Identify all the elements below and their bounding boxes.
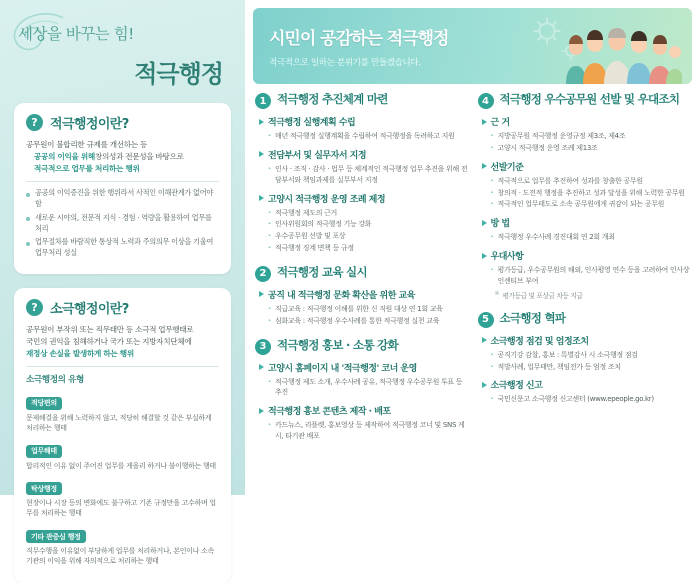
passive-type-4-label: 기타 관중심 행정 [26, 530, 86, 543]
banner-title: 시민이 공감하는 적극행정 [269, 29, 449, 49]
section-1-number: 1 [255, 93, 271, 109]
card1-body [26, 139, 219, 174]
section-4-item-1 [478, 115, 693, 154]
card2-line2: 국민의 권익을 침해하거나 국가 또는 지방자치단체에 [26, 336, 192, 346]
section-1-item-2 [255, 148, 470, 186]
list-item: · 인사 · 조직 · 감사 · 법무 등 체계적인 적극행정 업무 추진을 위해 전담부서와 책임과제를 실무부서 지정 [268, 164, 470, 186]
arrow-icon [259, 291, 264, 297]
list-item: · 매년 적극행정 실행계획을 수립하여 적극행정을 독려하고 지원 [268, 131, 470, 142]
section-5-number: 5 [478, 312, 494, 328]
card2-divider [26, 366, 219, 367]
question-mark-icon: ? [26, 114, 43, 131]
section-3-title: 적극행정 홍보 · 소통 강화 [277, 337, 398, 352]
left-title-main: 적극행정 [134, 60, 223, 88]
passive-type-2 [26, 438, 219, 471]
list-item: · 고양시 적극행정 운영 조례 제13조 [491, 143, 693, 154]
item-title: 공직 내 적극행정 문화 확산을 위한 교육 [268, 290, 415, 301]
arrow-icon [259, 195, 264, 201]
people-icon [562, 28, 682, 84]
card1-title: 적극행정이란? [50, 117, 129, 132]
card-active-administration [14, 103, 231, 274]
card1-divider [26, 181, 219, 182]
passive-type-1-text: 문제해결을 위해 노력하지 않고, 적당히 해결할 것 같은 부실하게 처리하는 행태 [26, 413, 212, 433]
left-panel [0, 0, 245, 566]
section-3 [255, 338, 470, 442]
section-1-head [255, 92, 470, 109]
list-item: · 직급교육 : 적극행정 이해를 위한 신 직원 대상 연 1회 교육 [268, 304, 470, 315]
section-4-head [478, 92, 693, 109]
card1-line1: 공무원이 불합리한 규제를 개선하는 등 [26, 140, 148, 149]
section-3-item-2 [255, 404, 470, 442]
list-item[interactable]: · 국민신문고 소극행정 신고센터 (www.epeople.go.kr) [491, 394, 693, 405]
list-item: · 평가등급, 우수공무원의 해외, 인사평영 연수 등을 고려하여 인사상 인센티브 부여 [491, 265, 693, 287]
item-title: 고양시 적극행정 운영 조례 제정 [268, 194, 386, 205]
arrow-icon [482, 382, 487, 388]
item-title: 근 거 [490, 118, 510, 128]
left-header [0, 0, 245, 89]
section-2-item-1 [255, 288, 470, 327]
section-3-head [255, 338, 470, 355]
card1-line3: 적극적으로 업무를 처리하는 행위 [34, 163, 140, 173]
section-4-item-4 [478, 249, 693, 300]
section-5 [478, 311, 693, 406]
arrow-icon [259, 119, 264, 125]
card1-head [26, 113, 219, 132]
list-item: · 창의적 · 도전적 행정을 추진하고 성과 달성을 위해 노력한 공무원 [491, 188, 693, 199]
list-item: · 적발사례, 업무태만, 책임전가 등 엄정 조치 [491, 362, 693, 373]
card1-line2a: 공공의 이익을 위해 [34, 151, 95, 161]
arrow-icon [259, 408, 264, 414]
list-item: · 적극적으로 업무를 추진하여 성과를 창출한 공무원 [491, 176, 693, 187]
item-title: 전담부서 및 실무자서 지정 [268, 150, 367, 161]
list-item: · 적극적인 업무태도로 소속 공무원에게 귀감이 되는 공무원 [491, 199, 693, 210]
card2-types-title: 소극행정의 유형 [26, 375, 84, 386]
list-item: · 우수공무원 선발 및 포상 [268, 231, 470, 242]
section-2-title: 적극행정 교육 실시 [277, 264, 367, 279]
arrow-icon [259, 151, 264, 157]
list-item: · 카드뉴스, 리플렛, 홍보영상 등 제작하여 적극행정 코너 및 SNS 게시, 타기관 배포 [268, 420, 470, 442]
passive-type-2-text: 합리적인 이유 없이 주어진 업무를 게을리 하거나 불이행하는 행태 [26, 461, 216, 470]
left-title-sub: 세상을 바꾸는 힘! [18, 25, 134, 43]
section-3-item-1 [255, 361, 470, 399]
section-4-item-2 [478, 160, 693, 211]
list-item: · 심화교육 : 적극행정 우수사례를 통한 적극행정 실천 교육 [268, 316, 470, 327]
arrow-icon [259, 364, 264, 370]
item-title: 소극행정 신고 [490, 381, 543, 392]
card-passive-administration [14, 288, 231, 583]
arrow-icon [482, 119, 487, 125]
section-2-head [255, 265, 470, 282]
card1-bullets [26, 188, 219, 259]
list-item: 공공의 이익증진을 위한 행위라서 사적인 이해관계가 없어야 함 [26, 188, 219, 210]
column-right [478, 92, 693, 453]
list-item: · 적극행정 제도의 근거 [268, 208, 470, 219]
passive-type-4 [26, 524, 219, 567]
item-title: 방 법 [490, 219, 510, 230]
passive-type-2-label: 업무해태 [26, 445, 62, 458]
passive-type-3 [26, 476, 219, 519]
column-left [255, 92, 470, 453]
passive-type-4-text: 직무수행을 이유없이 부당하게 업무를 처리하거나, 본인이나 소속기관의 이익을 위해 자의적으로 처리하는 행태 [26, 547, 214, 566]
item-title: 선발기준 [490, 162, 524, 173]
item-title: 소극행정 점검 및 엄정조치 [490, 336, 589, 347]
section-4-item-3 [478, 216, 693, 243]
card2-body [26, 324, 219, 359]
card2-title: 소극행정이란? [50, 302, 129, 318]
question-mark-icon: ? [26, 299, 43, 316]
passive-type-1-label: 적당편의 [26, 397, 62, 410]
section-5-item-2 [478, 378, 693, 405]
list-item: · 지방공무원 적극행정 운영규정 제3조, 제4조 [491, 131, 693, 142]
list-item: · 인사위원회의 적극행정 기능 강화 [268, 219, 470, 230]
item-title: 우대사항 [490, 252, 524, 263]
card2-line1: 공무원이 부작위 또는 직무태만 등 소극적 업무행태로 [26, 325, 194, 335]
section-4 [478, 92, 693, 300]
section-2 [255, 265, 470, 327]
arrow-icon [482, 163, 487, 169]
arrow-icon [482, 220, 487, 226]
arrow-icon [482, 253, 487, 259]
section-4-number: 4 [478, 93, 494, 109]
list-item: · 적극행정 제도 소개, 우수사례 공유, 적극행정 우수공무원 투표 등 추진 [268, 377, 470, 399]
section-1-item-3 [255, 192, 470, 254]
banner [253, 8, 692, 84]
section-4-title: 적극행정 우수공무원 선발 및 우대조치 [499, 92, 680, 106]
list-item: · 적극행정 징계 면책 등 규정 [268, 243, 470, 254]
section-5-head [478, 311, 693, 328]
content-columns [245, 84, 700, 453]
arrow-icon [482, 337, 487, 343]
banner-subtitle: 적극적으로 일하는 분위기를 만들겠습니다. [269, 58, 421, 68]
section-5-title: 소극행정 혁파 [499, 310, 566, 325]
section-4-note: ※ 평가등급 및 포상금 차등 지급 [496, 290, 693, 300]
card1-line2b: 창의성과 전문성을 바탕으로 [94, 151, 184, 161]
item-title: 고양시 홈페이지 내 '적극행정' 코너 운영 [268, 363, 417, 374]
list-item: 업무절차를 바람직한 통상적 노력과 주의의무 이상을 기울여 업무처리 성실 [26, 237, 219, 259]
section-1 [255, 92, 470, 254]
list-item: 새로운 시야의, 전문적 지식 · 경험 · 역량을 활용하여 업무를 처리 [26, 213, 219, 235]
list-item: · 적극행정 우수사례 경진대회 연 2회 개최 [491, 232, 693, 243]
section-1-item-1 [255, 115, 470, 142]
card2-line3: 재정상 손실을 발생하게 하는 행위 [26, 348, 134, 358]
card2-head [26, 298, 219, 317]
passive-type-1 [26, 390, 219, 433]
section-2-number: 2 [255, 266, 271, 282]
list-item: · 공직기강 감찰, 홍보 : 특별감사 시 소극행정 점검 [491, 350, 693, 361]
item-title: 적극행정 실행계획 수립 [268, 118, 356, 128]
gear-icon [530, 14, 564, 48]
section-3-number: 3 [255, 339, 271, 355]
section-5-item-1 [478, 334, 693, 373]
item-title: 적극행정 홍보 콘텐츠 제작 · 배포 [268, 407, 391, 418]
section-1-title: 적극행정 추진체계 마련 [277, 92, 388, 106]
passive-type-3-text: 현장이나 시장 등의 변화에도 불구하고 기존 규정만을 고수하며 업무를 처리하는 행태 [26, 499, 216, 518]
passive-type-3-label: 탁상행정 [26, 482, 62, 495]
right-panel [245, 0, 700, 495]
